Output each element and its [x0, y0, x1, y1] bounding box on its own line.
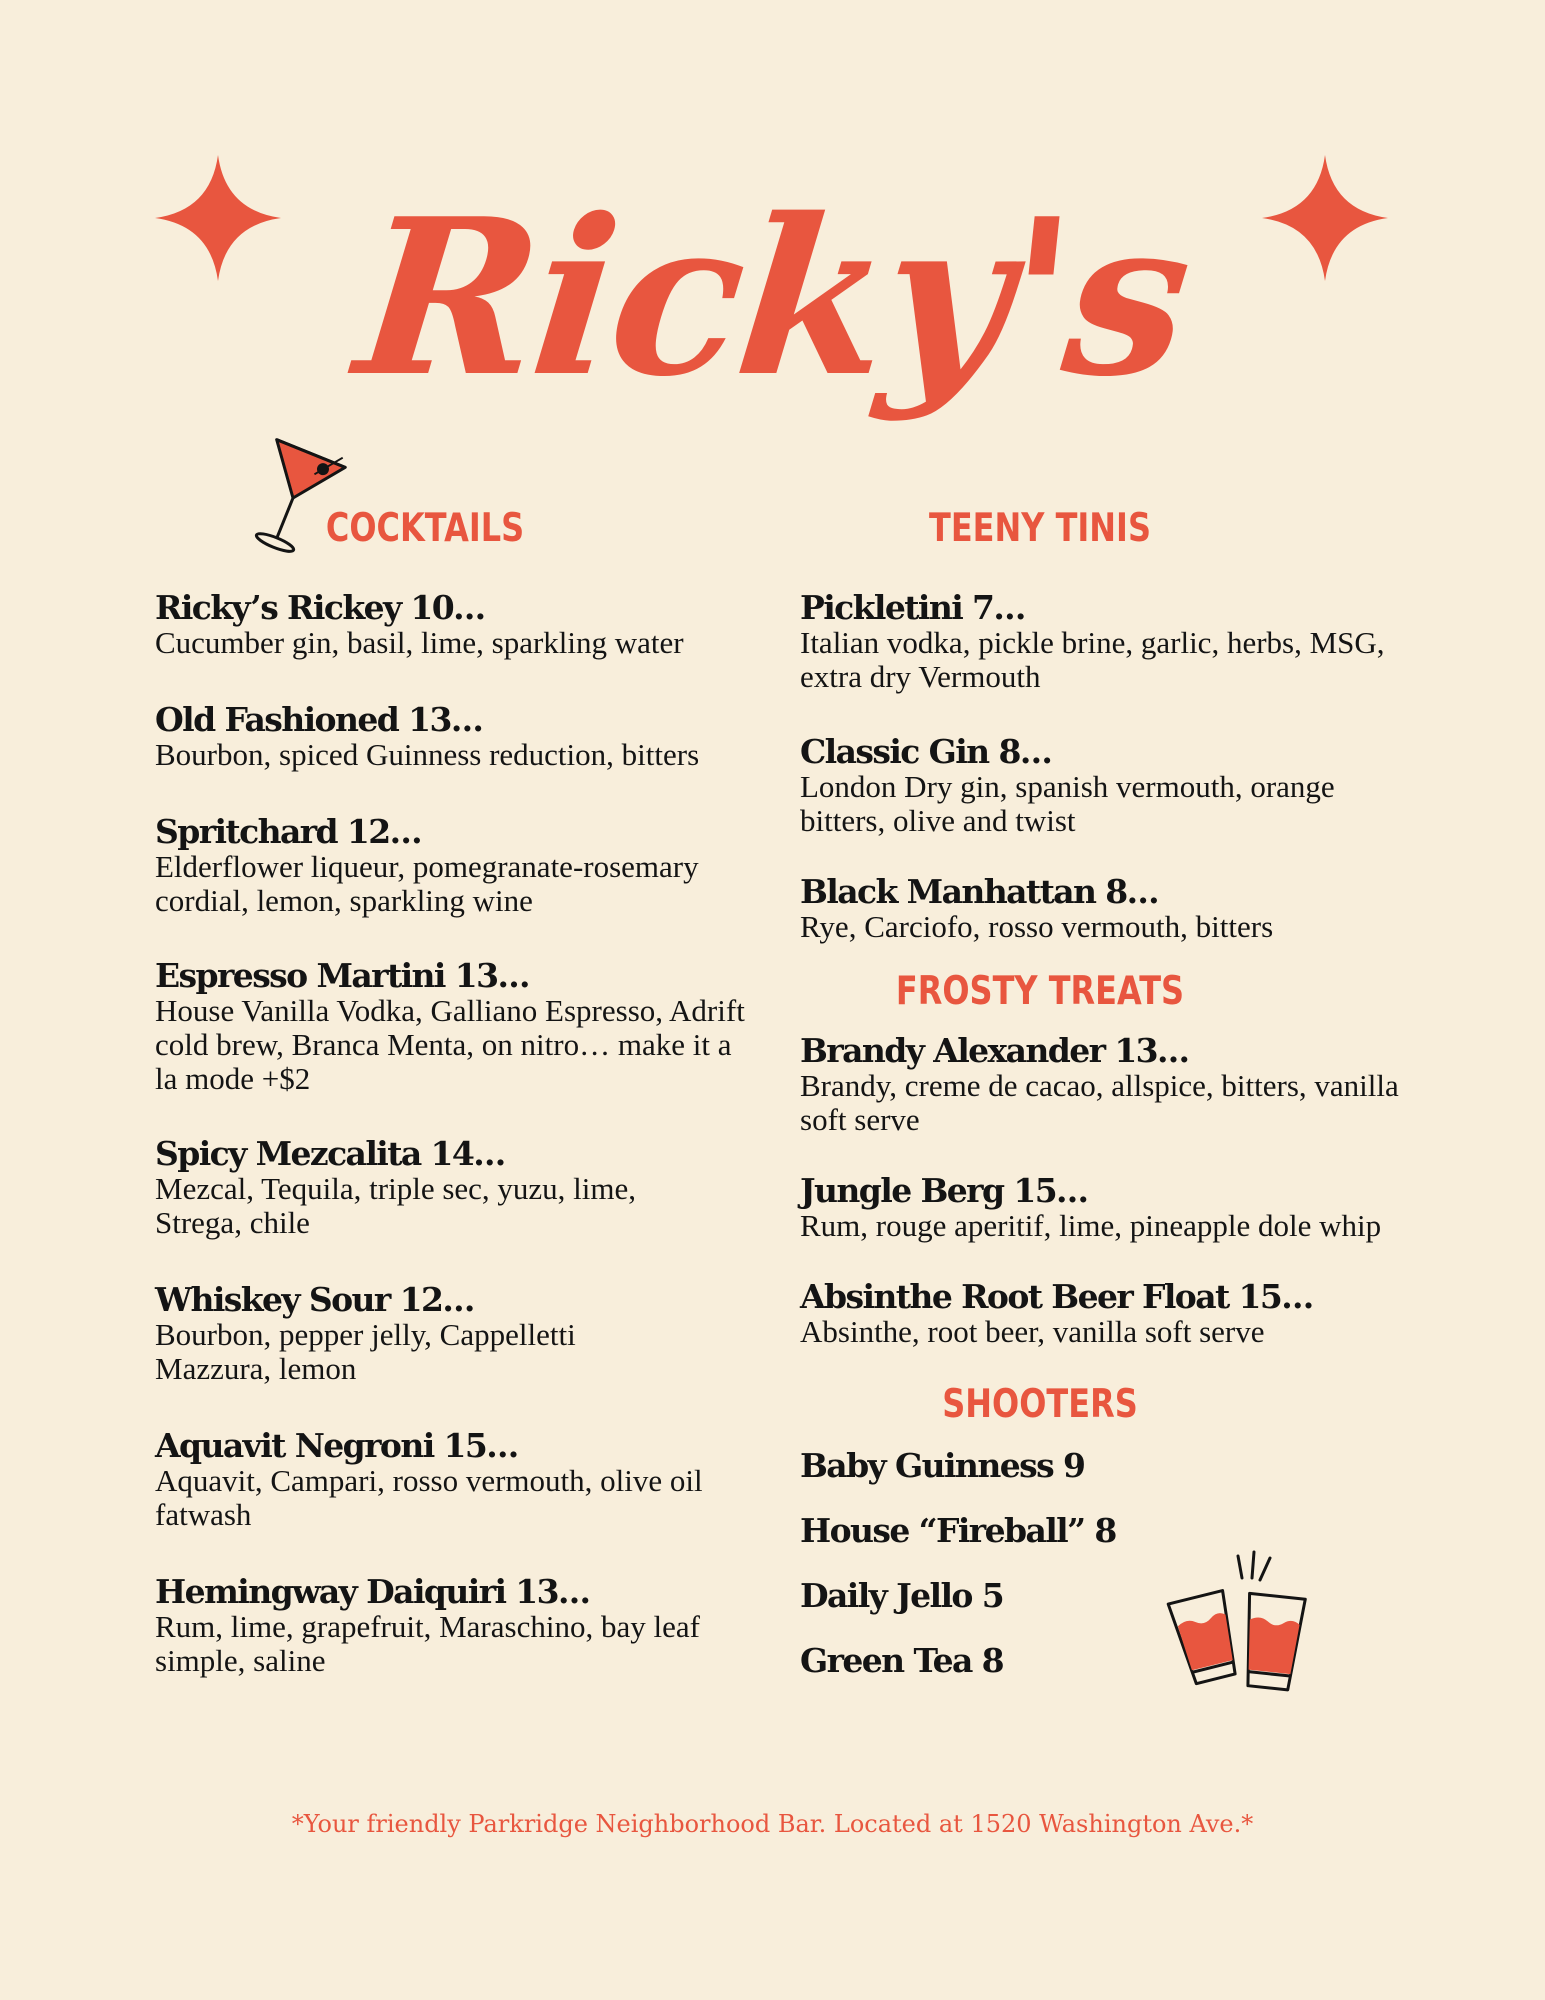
- item-name: Aquavit Negroni 15…: [155, 1426, 518, 1465]
- item-description: Aquavit, Campari, rosso vermouth, olive oil fatwash: [155, 1463, 703, 1532]
- item-name: Pickletini 7…: [800, 588, 1025, 627]
- right-column: [800, 500, 1410, 1708]
- item-name: Whiskey Sour 12…: [155, 1280, 474, 1319]
- menu-item: [155, 590, 775, 660]
- item-description: Rum, rouge aperitif, lime, pineapple dole whip: [800, 1208, 1382, 1243]
- item-description: House Vanilla Vodka, Galliano Espresso, Adrift cold brew, Branca Menta, on nitro… make it a la mode +$2: [155, 993, 745, 1096]
- item-name: Old Fashioned 13…: [155, 700, 483, 739]
- item-description: Absinthe, root beer, vanilla soft serve: [800, 1314, 1265, 1349]
- menu-item: [155, 1136, 775, 1240]
- item-description: Mezcal, Tequila, triple sec, yuzu, lime, Strega, chile: [155, 1171, 637, 1240]
- menu-item: [800, 1173, 1410, 1243]
- item-description: Bourbon, spiced Guinness reduction, bitters: [155, 737, 700, 772]
- menu-item: [800, 734, 1410, 838]
- item-description: Italian vodka, pickle brine, garlic, herbs, MSG, extra dry Vermouth: [800, 625, 1385, 694]
- item-name: Black Manhattan 8…: [800, 872, 1159, 911]
- item-description: London Dry gin, spanish vermouth, orange bitters, olive and twist: [800, 769, 1335, 838]
- item-name: Classic Gin 8…: [800, 732, 1052, 771]
- frosty-treats-heading: FROSTY TREATS: [895, 969, 1185, 1014]
- cocktails-heading: COCKTAILS: [325, 506, 525, 551]
- menu-item: [155, 702, 775, 772]
- logo-header: [0, 100, 1545, 470]
- menu-item: [800, 1279, 1410, 1349]
- menu-item: [155, 1282, 775, 1386]
- cocktails-section: [155, 500, 775, 1678]
- item-description: Cucumber gin, basil, lime, sparkling water: [155, 625, 684, 660]
- item-description: Rye, Carciofo, rosso vermouth, bitters: [800, 909, 1274, 944]
- item-description: Brandy, creme de cacao, allspice, bitters, vanilla soft serve: [800, 1068, 1399, 1137]
- item-name: Espresso Martini 13…: [155, 956, 529, 995]
- shooter-item: Daily Jello 5: [800, 1576, 1004, 1615]
- menu-item: [155, 814, 775, 918]
- brand-logo: Ricky's: [347, 171, 1198, 424]
- sparkle-icon: [1262, 155, 1388, 281]
- item-name: Brandy Alexander 13…: [800, 1031, 1189, 1070]
- shooter-item: Baby Guinness 9: [800, 1446, 1085, 1485]
- menu-item: [155, 958, 775, 1096]
- item-name: Jungle Berg 15…: [800, 1171, 1088, 1210]
- shooter-item: Green Tea 8: [800, 1641, 1004, 1680]
- item-description: Rum, lime, grapefruit, Maraschino, bay leaf simple, saline: [155, 1609, 700, 1678]
- menu-item: [155, 1428, 775, 1532]
- item-name: Spicy Mezcalita 14…: [155, 1134, 505, 1173]
- item-name: Absinthe Root Beer Float 15…: [800, 1277, 1313, 1316]
- clinking-shot-glasses-icon: [1162, 1548, 1312, 1710]
- item-name: Ricky’s Rickey 10…: [155, 588, 485, 627]
- item-name: Hemingway Daiquiri 13…: [155, 1572, 590, 1611]
- teeny-tinis-heading: TEENY TINIS: [929, 506, 1151, 551]
- item-description: Bourbon, pepper jelly, Cappelletti Mazzura, lemon: [155, 1317, 576, 1386]
- menu-item: [800, 590, 1410, 694]
- shooter-item: House “Fireball” 8: [800, 1511, 1116, 1550]
- item-name: Spritchard 12…: [155, 812, 422, 851]
- footer-tagline: *Your friendly Parkridge Neighborhood Bar. Located at 1520 Washington Ave.*: [291, 1810, 1254, 1838]
- item-description: Elderflower liqueur, pomegranate-rosemary cordial, lemon, sparkling wine: [155, 849, 699, 918]
- menu-item: [800, 1033, 1410, 1137]
- shooters-heading: SHOOTERS: [942, 1382, 1138, 1427]
- menu-item: [800, 874, 1410, 944]
- menu-item: [155, 1574, 775, 1678]
